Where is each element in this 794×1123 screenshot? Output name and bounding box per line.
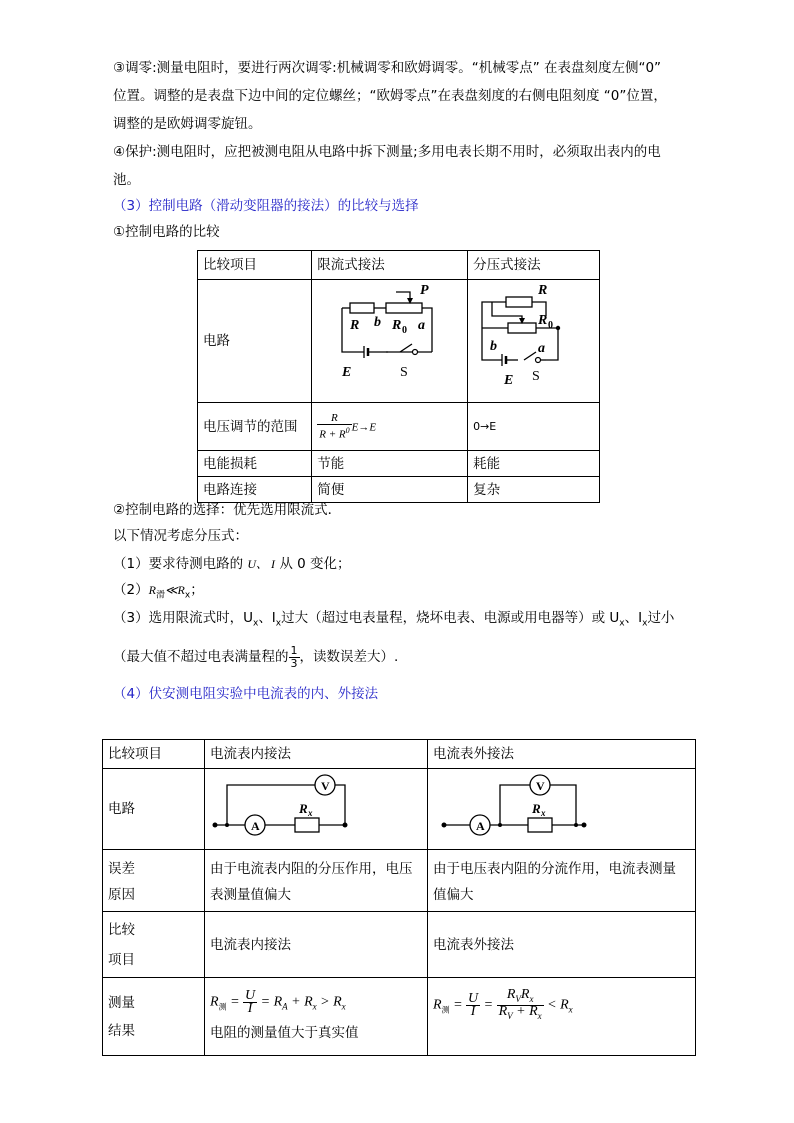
table-header: 分压式接法 bbox=[468, 251, 600, 280]
divider-connection: 复杂 bbox=[468, 477, 600, 503]
inner-error-cause: 由于电流表内阻的分压作用，电压 表测量值偏大 bbox=[205, 850, 428, 912]
ammeter-connection-table bbox=[102, 739, 696, 1056]
divider-voltage-range: 0→E bbox=[468, 403, 600, 451]
row-label-connection: 电路连接 bbox=[198, 477, 312, 503]
label-R0: R bbox=[392, 318, 402, 333]
label-b: b bbox=[374, 315, 382, 330]
row-label-voltage-range: 电压调节的范围 bbox=[198, 403, 312, 451]
row-label-circuit: 电路 bbox=[103, 769, 205, 850]
label-R0: R bbox=[538, 313, 548, 328]
limit-energy: 节能 bbox=[312, 451, 468, 477]
section-4-heading: （4）伏安测电阻实验中电流表的内、外接法 bbox=[113, 686, 379, 702]
ammeter-label: A bbox=[251, 819, 260, 833]
table-header: 电流表外接法 bbox=[428, 740, 696, 769]
divider-energy: 耗能 bbox=[468, 451, 600, 477]
selection-rule: ②控制电路的选择：优先选用限流式． bbox=[113, 502, 342, 518]
condition-3-line-2: （最大值不超过电表满量程的 $\frac{1}{3}$ ，读数误差大）. bbox=[113, 643, 399, 670]
zero-adjust-line-1: ③调零:测量电阻时，要进行两次调零:机械调零和欧姆调零。“机械零点” 在表盘刻度左侧“0” bbox=[113, 60, 662, 76]
zero-adjust-line-2: 位置。调整的是表盘下边中间的定位螺丝；“欧姆零点”在表盘刻度的右侧电阻刻度 “0”位置， bbox=[113, 88, 667, 104]
row-label-energy: 电能损耗 bbox=[198, 451, 312, 477]
voltmeter-label: V bbox=[321, 779, 330, 793]
label-R0-sub: 0 bbox=[548, 320, 554, 331]
limit-circuit-diagram bbox=[312, 280, 468, 403]
inner-result bbox=[205, 978, 428, 1056]
resistor-sub: x bbox=[541, 808, 546, 818]
control-circuit-table bbox=[197, 250, 600, 503]
inner-conclusion: 电阻的测量值大于真实值 bbox=[210, 1024, 359, 1041]
label-a: a bbox=[418, 318, 426, 333]
label-E: E bbox=[504, 373, 514, 388]
voltage-fraction: $\frac{R}{R + R^0}$ bbox=[319, 412, 350, 441]
label-S: S bbox=[400, 365, 409, 380]
resistor-sub: x bbox=[308, 808, 313, 818]
outer-error-cause: 由于电压表内阻的分流作用，电流表测量 值偏大 bbox=[428, 850, 696, 912]
limit-connection: 简便 bbox=[312, 477, 468, 503]
inner-connection-svg bbox=[205, 769, 427, 843]
outer-result bbox=[428, 978, 696, 1056]
limit-voltage-range bbox=[312, 403, 468, 451]
condition-2: $(2)R_滑≪R_x$； bbox=[113, 582, 204, 601]
label-E: E bbox=[342, 365, 352, 380]
label-b: b bbox=[490, 339, 498, 354]
label-R0-sub: 0 bbox=[402, 325, 408, 336]
divider-circuit-diagram bbox=[468, 280, 600, 403]
section-3-heading: （3）控制电路（滑动变阻器的接法）的比较与选择 bbox=[113, 198, 419, 214]
protect-line-1: ④保护:测电阻时，应把被测电阻从电路中拆下测量;多用电表长期不用时，必须取出表内的电 bbox=[113, 144, 661, 160]
outer-formula: $R_测$ = $\frac{U}{I}$ = $\frac{R_VR_x}{R_V + R_x}$ < $R_x$ bbox=[433, 987, 573, 1021]
label-P: P bbox=[420, 283, 429, 298]
resistor-label: R bbox=[532, 801, 541, 816]
protect-line-2: 池。 bbox=[113, 172, 140, 188]
label-S: S bbox=[532, 369, 540, 384]
label-R: R bbox=[350, 318, 360, 333]
inner-method-name: 电流表内接法 bbox=[205, 912, 428, 978]
row-label-circuit: 电路 bbox=[198, 280, 312, 403]
consider-divider-intro: 以下情况考虑分压式： bbox=[113, 528, 248, 544]
inner-formula: $R_测$ = $\frac{U}{I}$ = $R_A + R_x > R_x$ bbox=[210, 988, 346, 1017]
outer-connection-diagram bbox=[428, 769, 696, 850]
table-header: 比较项目 bbox=[103, 740, 205, 769]
one-third-fraction: $\frac{1}{3}$ bbox=[290, 643, 298, 670]
resistor-label: R bbox=[299, 801, 308, 816]
table-header: 限流式接法 bbox=[312, 251, 468, 280]
voltage-range-tail: E→E bbox=[351, 421, 377, 434]
table-header: 比较项目 bbox=[198, 251, 312, 280]
inner-connection-diagram bbox=[205, 769, 428, 850]
row-label-compare: 比较 项目 bbox=[103, 912, 205, 978]
outer-connection-svg bbox=[428, 769, 695, 843]
ammeter-label: A bbox=[476, 819, 485, 833]
current-limiting-circuit-svg bbox=[312, 280, 462, 396]
label-a: a bbox=[538, 341, 546, 356]
outer-method-name: 电流表外接法 bbox=[428, 912, 696, 978]
condition-1: （1）要求待测电路的 U、 I 从 0 变化； bbox=[113, 556, 351, 572]
voltmeter-label: V bbox=[536, 779, 545, 793]
row-label-error-cause: 误差 原因 bbox=[103, 850, 205, 912]
voltage-divider-circuit-svg bbox=[468, 280, 596, 396]
label-R: R bbox=[538, 283, 548, 298]
table-header: 电流表内接法 bbox=[205, 740, 428, 769]
control-circuit-compare-title: ①控制电路的比较 bbox=[113, 224, 220, 240]
row-label-result: 测量 结果 bbox=[103, 978, 205, 1056]
condition-3-line-1: （3）选用限流式时，$U_x$、$I_x$过大（超过电表量程，烧坏电表、电源或用电器等）或 $U_x$、$I_x$过小 bbox=[113, 610, 675, 629]
zero-adjust-line-3: 调整的是欧姆调零旋钮。 bbox=[113, 116, 262, 132]
